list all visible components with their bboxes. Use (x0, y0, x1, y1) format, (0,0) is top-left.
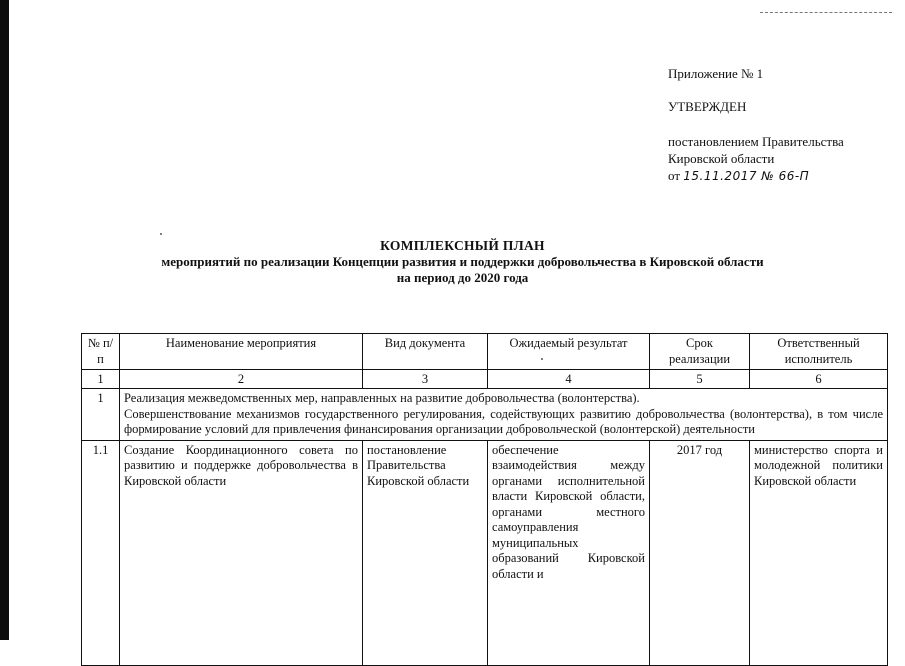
header-name: Наименование мероприятия (120, 334, 363, 370)
title-subtitle-2: на период до 2020 года (396, 270, 529, 285)
approval-block (668, 133, 844, 185)
section-row (82, 389, 888, 441)
column-number: 2 (120, 370, 363, 389)
approved-label: УТВЕРЖДЕН (668, 99, 747, 114)
section-text-line-1: Реализация межведомственных мер, направленных на развитие добровольчества (волонтерства). (124, 391, 640, 405)
column-number: 6 (750, 370, 888, 389)
appendix-number: Приложение № 1 (668, 66, 764, 81)
header-result: Ожидаемый результат (488, 334, 650, 370)
header-document: Вид документа (363, 334, 488, 370)
table-header-row (82, 334, 888, 370)
scan-edge (0, 0, 9, 640)
approval-line-2: Кировской области (668, 151, 775, 166)
scan-top-line (760, 12, 892, 13)
handwritten-date-number: 15.11.2017 № 66-П (683, 169, 810, 183)
column-number: 4 (488, 370, 650, 389)
title-subtitle-1: мероприятий по реализации Концепции развития и поддержки добровольчества в Кировской области (161, 254, 764, 269)
section-text-line-2: Совершенствование механизмов государственного регулирования, содействующих развитию добровольчества (волонтерства), в том числе формирование условий для привлечения финансирования организации добровольческой (волонтерской) деятельности (124, 406, 883, 436)
header-deadline: Срок реализации (650, 334, 750, 370)
row-executor: министерство спорта и молодежной политики Кировской области (750, 440, 888, 665)
approval-line-3 (668, 167, 844, 185)
document-title (40, 238, 885, 286)
section-number: 1 (82, 389, 120, 441)
header-executor: Ответственный исполнитель (750, 334, 888, 370)
header-number: № п/п (82, 334, 120, 370)
row-document-type: постановление Правительства Кировской области (363, 440, 488, 665)
row-number: 1.1 (82, 440, 120, 665)
row-event-name: Создание Координационного совета по развитию и поддержке добровольчества в Кировской области (120, 440, 363, 665)
row-deadline: 2017 год (650, 440, 750, 665)
approval-date-prefix: от (668, 168, 681, 183)
title-main: КОМПЛЕКСНЫЙ ПЛАН (380, 238, 545, 253)
row-expected-result: обеспечение взаимодействия между органами исполнительной власти Кировской области, органами местного самоуправления муниципальных образований Кировской области и (488, 440, 650, 665)
plan-table (81, 333, 888, 666)
column-number: 1 (82, 370, 120, 389)
column-number: 3 (363, 370, 488, 389)
scan-speck (160, 233, 162, 235)
table-row (82, 440, 888, 665)
section-text (120, 389, 888, 441)
column-number: 5 (650, 370, 750, 389)
approval-line-1: постановлением Правительства (668, 134, 844, 149)
column-number-row (82, 370, 888, 389)
